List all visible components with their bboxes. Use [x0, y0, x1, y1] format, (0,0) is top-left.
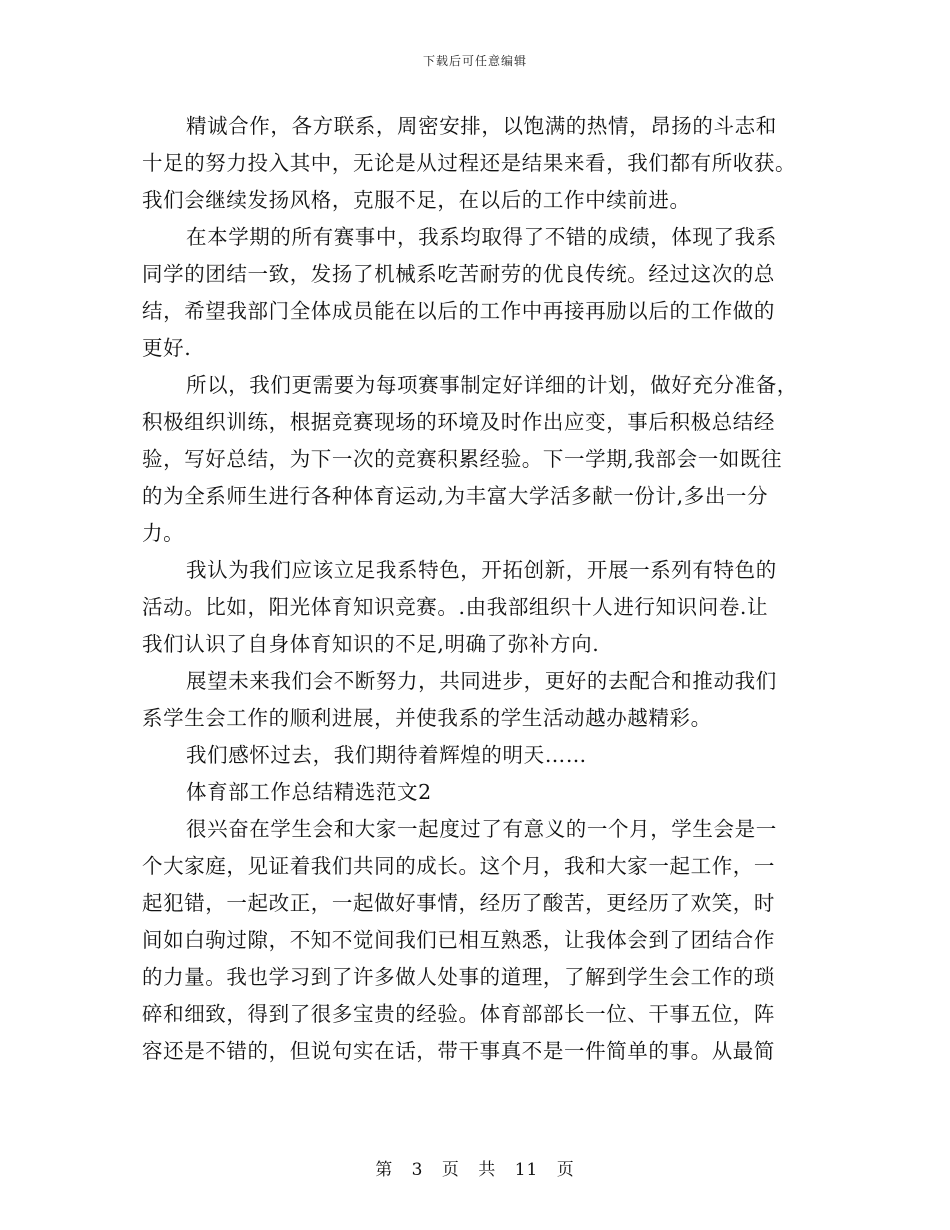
total-page-count: 11: [514, 1160, 539, 1180]
page-footer: [0, 1155, 950, 1180]
text-line: 的为全系师生进行各种体育运动,为丰富大学活多献一份计,多出一分: [142, 484, 769, 508]
text-line: 结，希望我部门全体成员能在以后的工作中再接再励以后的工作做的: [142, 299, 775, 323]
text-line: 展望未来我们会不断努力，共同进步，更好的去配合和推动我们: [186, 669, 777, 693]
page-label-suffix: 页: [556, 1160, 575, 1180]
text-line: 我认为我们应该立足我系特色，开拓创新，开展一系列有特色的: [186, 558, 777, 582]
text-line: 个大家庭，见证着我们共同的成长。这个月，我和大家一起工作，一: [142, 854, 775, 878]
text-line: 碎和细致，得到了很多宝贵的经验。体育部部长一位、干事五位，阵: [142, 1002, 775, 1026]
text-line: 容还是不错的，但说句实在话，带干事真不是一件简单的事。从最简: [142, 1039, 775, 1063]
text-line: 在本学期的所有赛事中，我系均取得了不错的成绩，体现了我系: [186, 225, 777, 249]
page-label-prefix: 第: [375, 1160, 394, 1180]
text-line: 我们感怀过去，我们期待着辉煌的明天……: [186, 743, 587, 767]
page-header: 下载后可任意编辑: [422, 54, 527, 68]
text-line: 系学生会工作的顺利进展，并使我系的学生活动越办越精彩。: [142, 706, 712, 730]
text-line: 我们会继续发扬风格，克服不足，在以后的工作中续前进。: [142, 188, 691, 212]
text-line: 所以，我们更需要为每项赛事制定好详细的计划，做好充分准备，: [186, 373, 798, 397]
text-line: 的力量。我也学习到了许多做人处事的道理，了解到学生会工作的琐: [142, 965, 775, 989]
text-line: 力。: [142, 521, 185, 545]
text-line: 十足的努力投入其中，无论是从过程还是结果来看，我们都有所收获。: [142, 151, 797, 175]
document-body: [142, 108, 802, 1070]
text-line: 很兴奋在学生会和大家一起度过了有意义的一个月，学生会是一: [186, 817, 777, 841]
text-line: 更好.: [142, 336, 192, 360]
current-page-number: 3: [411, 1160, 424, 1180]
text-line: 验，写好总结，为下一次的竞赛积累经验。下一学期,我部会一如既往: [142, 447, 783, 471]
section-heading: 体育部工作总结精选范文2: [186, 780, 432, 804]
page-label-mid: 页: [441, 1160, 460, 1180]
text-line: 起犯错，一起改正，一起做好事情，经历了酸苦，更经历了欢笑，时: [142, 891, 775, 915]
text-line: 同学的团结一致，发扬了机械系吃苦耐劳的优良传统。经过这次的总: [142, 262, 775, 286]
text-line: 间如白驹过隙，不知不觉间我们已相互熟悉，让我体会到了团结合作: [142, 928, 775, 952]
text-line: 活动。比如，阳光体育知识竞赛。.由我部组织十人进行知识问卷.让: [142, 595, 769, 619]
text-line: 我们认识了自身体育知识的不足,明确了弥补方向.: [142, 632, 600, 656]
text-line: 积极组织训练，根据竞赛现场的环境及时作出应变，事后积极总结经: [142, 410, 775, 434]
text-line: 精诚合作，各方联系，周密安排，以饱满的热情，昂扬的斗志和: [186, 114, 777, 138]
total-label-prefix: 共: [478, 1160, 497, 1180]
